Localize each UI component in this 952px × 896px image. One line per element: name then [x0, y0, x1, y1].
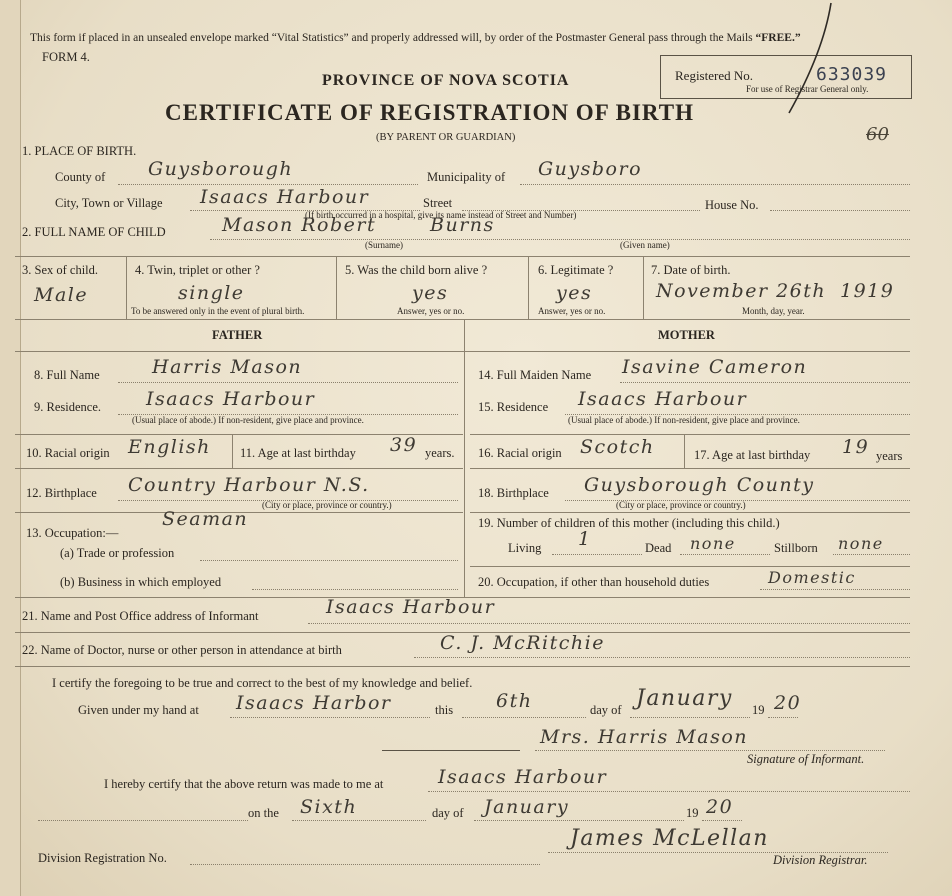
registered-box [660, 55, 912, 99]
mother-age-label: 17. Age at last birthday [694, 448, 811, 462]
informant-signature: Mrs. Harris Mason [540, 726, 749, 748]
mother-residence-value: Isaacs Harbour [578, 388, 748, 410]
dead-label: Dead [645, 541, 672, 555]
stillborn-label: Stillborn [774, 541, 818, 555]
child-given-name: Mason Robert [222, 214, 377, 236]
father-occupation-label: 13. Occupation:— [26, 526, 119, 540]
edge-watermark [2, 20, 16, 880]
registered-label: Registered No. [675, 68, 753, 83]
registrar-signature-caption: Division Registrar. [773, 853, 868, 867]
legitimate-value: yes [556, 282, 593, 304]
father-birthplace-value: Country Harbour N.S. [128, 474, 370, 496]
twin-label: 4. Twin, triplet or other ? [135, 263, 260, 277]
municipality-value: Guysboro [538, 158, 643, 180]
mailing-notice: This form if placed in an unsealed envelope marked “Vital Statistics” and properly addressed will, by order of the Postmaster General pass through the Mails “FREE.” [30, 32, 801, 44]
father-residence-value: Isaacs Harbour [146, 388, 316, 410]
children-count-label: 19. Number of children of this mother (including this child.) [478, 516, 780, 530]
page-title: CERTIFICATE OF REGISTRATION OF BIRTH [165, 100, 694, 125]
registrar-month-value: January [484, 796, 570, 818]
dob-year: 1919 [840, 280, 895, 302]
street-label: Street [423, 196, 453, 210]
place-of-birth-label: 1. PLACE OF BIRTH. [22, 144, 137, 158]
twin-note: To be answered only in the event of plural birth. [131, 306, 305, 316]
county-value: Guysborough [148, 158, 294, 180]
page-subtitle: (BY PARENT OR GUARDIAN) [376, 132, 516, 143]
mother-residence-label: 15. Residence [478, 400, 549, 414]
mother-years-label: years [876, 449, 903, 463]
sex-label: 3. Sex of child. [22, 263, 99, 277]
father-years-label: years. [425, 446, 455, 460]
twin-value: single [178, 282, 245, 304]
father-name-value: Harris Mason [152, 356, 303, 378]
father-name-label: 8. Full Name [34, 368, 100, 382]
surname-caption: (Surname) [365, 240, 403, 250]
check-stroke-icon [783, 1, 838, 121]
father-residence-label: 9. Residence. [34, 400, 101, 414]
child-surname: Burns [430, 214, 495, 236]
city-label: City, Town or Village [55, 196, 163, 210]
form-number: FORM 4. [42, 50, 90, 64]
given-place-value: Isaacs Harbor [236, 692, 392, 714]
alive-label: 5. Was the child born alive ? [345, 263, 488, 277]
informant-signature-caption: Signature of Informant. [747, 752, 865, 766]
registrar-year-value: 20 [706, 796, 734, 818]
registrar-signature: James McLellan [570, 826, 769, 851]
legitimate-note: Answer, yes or no. [538, 306, 606, 316]
registered-note: For use of Registrar General only. [746, 84, 869, 94]
registrar-place-value: Isaacs Harbour [438, 766, 608, 788]
mother-name-value: Isavine Cameron [622, 356, 808, 378]
mother-age-value: 19 [842, 436, 870, 458]
stillborn-value: none [838, 534, 884, 553]
mother-birthplace-note: (City or place, province or country.) [616, 500, 746, 510]
father-occupation-value: Seaman [162, 508, 249, 530]
alive-value: yes [412, 282, 449, 304]
father-age-label: 11. Age at last birthday [240, 446, 356, 460]
given-year-value: 20 [774, 692, 802, 714]
mother-occupation-label: 20. Occupation, if other than household duties [478, 575, 710, 589]
city-value: Isaacs Harbour [200, 186, 370, 208]
father-birthplace-note: (City or place, province or country.) [262, 500, 392, 510]
mother-birthplace-label: 18. Birthplace [478, 486, 549, 500]
house-number-label: House No. [705, 198, 759, 212]
bound-edge [0, 0, 21, 896]
father-racial-label: 10. Racial origin [26, 446, 110, 460]
free-label: “FREE.” [755, 32, 801, 44]
trade-label: (a) Trade or profession [60, 546, 175, 560]
certify-statement: I certify the foregoing to be true and correct to the best of my knowledge and belief. [52, 676, 473, 690]
doctor-value: C. J. McRitchie [440, 632, 605, 654]
father-heading: FATHER [212, 328, 263, 342]
corner-mark: 60 [866, 124, 889, 145]
registered-number: 633039 [816, 64, 888, 85]
informant-label: 21. Name and Post Office address of Informant [22, 609, 259, 623]
mother-occupation-value: Domestic [768, 568, 856, 587]
registrar-day-of-label: day of [432, 806, 464, 820]
municipality-label: Municipality of [427, 170, 506, 184]
registrar-statement: I hereby certify that the above return was made to me at [104, 777, 384, 791]
father-age-value: 39 [390, 434, 418, 456]
father-racial-value: English [128, 436, 211, 458]
registrar-year-prefix: 19 [686, 806, 699, 820]
given-day-of-label: day of [590, 703, 622, 717]
mother-name-label: 14. Full Maiden Name [478, 368, 592, 382]
mother-residence-note: (Usual place of abode.) If non-resident, give place and province. [568, 415, 800, 425]
this-label: this [435, 703, 454, 717]
mother-racial-label: 16. Racial origin [478, 446, 562, 460]
province-heading: PROVINCE OF NOVA SCOTIA [322, 72, 570, 89]
mother-birthplace-value: Guysborough County [584, 474, 815, 496]
father-birthplace-label: 12. Birthplace [26, 486, 97, 500]
sex-value: Male [34, 284, 89, 306]
informant-value: Isaacs Harbour [326, 596, 496, 618]
dob-value: November 26th [656, 280, 827, 302]
business-label: (b) Business in which employed [60, 575, 222, 589]
dob-note: Month, day, year. [742, 306, 805, 316]
on-the-label: on the [248, 806, 279, 820]
living-value: 1 [578, 528, 592, 550]
mother-heading: MOTHER [658, 328, 715, 342]
dob-label: 7. Date of birth. [651, 263, 731, 277]
given-day-value: 6th [496, 690, 533, 712]
given-month-value: January [636, 686, 733, 711]
father-residence-note: (Usual place of abode.) If non-resident, give place and province. [132, 415, 364, 425]
division-registration-label: Division Registration No. [38, 851, 167, 865]
hospital-note: (If birth occurred in a hospital, give its name instead of Street and Number) [305, 210, 577, 220]
doctor-label: 22. Name of Doctor, nurse or other person in attendance at birth [22, 643, 342, 657]
dead-value: none [690, 534, 736, 553]
child-name-label: 2. FULL NAME OF CHILD [22, 225, 166, 239]
mother-racial-value: Scotch [580, 436, 655, 458]
legitimate-label: 6. Legitimate ? [538, 263, 614, 277]
registrar-day-value: Sixth [300, 796, 358, 818]
alive-note: Answer, yes or no. [397, 306, 465, 316]
county-label: County of [55, 170, 106, 184]
living-label: Living [508, 541, 542, 555]
given-name-caption: (Given name) [620, 240, 670, 250]
given-year-prefix: 19 [752, 703, 765, 717]
given-under-label: Given under my hand at [78, 703, 199, 717]
